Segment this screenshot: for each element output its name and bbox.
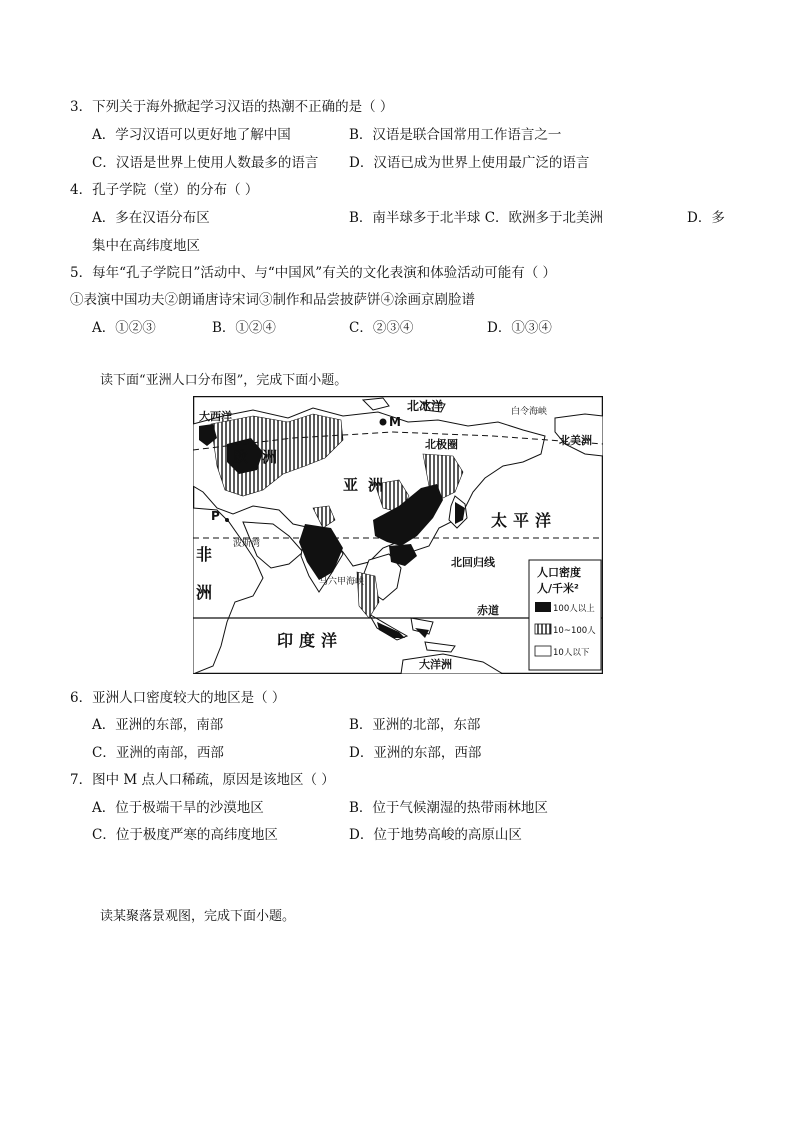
question-6-option-a[interactable]: A．亚洲的东部，南部 — [92, 717, 224, 733]
question-6-option-c[interactable]: C．亚洲的南部，西部 — [92, 745, 224, 761]
question-7-option-d[interactable]: D．位于地势高峻的高原山区 — [349, 827, 522, 843]
legend-swatch-low — [535, 646, 551, 656]
legend-unit: 人/千米² — [537, 582, 579, 595]
question-4-option-d[interactable]: D．多 — [687, 210, 725, 226]
question-5-option-b[interactable]: B．①②④ — [212, 320, 276, 336]
m-point-marker — [380, 419, 387, 426]
legend-item-high: 100人以上 — [553, 604, 595, 614]
question-7-option-b[interactable]: B．位于气候潮湿的热带雨林地区 — [349, 800, 548, 816]
question-5-stem: 5．每年“孔子学院日”活动中、与“中国风”有关的文化表演和体验活动可能有（ ） — [70, 265, 556, 281]
map-legend — [529, 560, 601, 670]
label-asia: 亚洲 — [343, 476, 394, 494]
legend-title: 人口密度 — [537, 566, 581, 579]
label-pacific: 太平洋 — [491, 511, 558, 530]
p-point-marker — [225, 518, 229, 522]
question-6-stem: 6．亚洲人口密度较大的地区是（ ） — [70, 690, 286, 706]
question-7-option-a[interactable]: A．位于极端干旱的沙漠地区 — [92, 800, 264, 816]
label-tropic: 北回归线 — [451, 556, 495, 569]
question-3-stem: 3．下列关于海外掀起学习汉语的热潮不正确的是（ ） — [70, 99, 394, 115]
question-4-option-bc[interactable]: B．南半球多于北半球 C．欧洲多于北美洲 — [349, 210, 604, 226]
label-indian-ocean: 印度洋 — [277, 631, 344, 650]
asia-population-map — [193, 396, 603, 674]
settlement-intro: 读某聚落景观图，完成下面小题。 — [100, 909, 296, 924]
legend-swatch-high — [535, 602, 551, 612]
label-bering: 白令海峡 — [511, 407, 548, 417]
question-3-option-b[interactable]: B．汉语是联合国常用工作语言之一 — [349, 127, 562, 143]
question-3-option-a[interactable]: A．学习汉语可以更好地了解中国 — [92, 127, 291, 143]
map-intro: 读下面“亚洲人口分布图”，完成下面小题。 — [100, 373, 348, 388]
label-atlantic: 大西洋 — [199, 410, 232, 423]
label-malacca: 马六甲海峡 — [319, 577, 365, 587]
question-6-option-d[interactable]: D．亚洲的东部，西部 — [349, 745, 482, 761]
question-5-option-d[interactable]: D．①③④ — [487, 320, 552, 336]
question-5-option-c[interactable]: C．②③④ — [349, 320, 414, 336]
question-6-option-b[interactable]: B．亚洲的北部，东部 — [349, 717, 481, 733]
legend-item-low: 10人以下 — [553, 648, 590, 658]
label-arctic-ocean: 北冰洋 — [407, 399, 444, 413]
label-persian-gulf: 波斯湾 — [233, 539, 261, 549]
question-7-stem: 7．图中 M 点人口稀疏，原因是该地区（ ） — [70, 772, 335, 788]
legend-item-medium: 10~100人 — [553, 626, 596, 636]
label-africa: 非洲 — [193, 546, 213, 622]
question-5-option-a[interactable]: A．①②③ — [92, 320, 156, 336]
question-4-option-a[interactable]: A．多在汉语分布区 — [92, 210, 210, 226]
label-arctic-circle: 北极圈 — [425, 438, 458, 451]
question-4-stem: 4．孔子学院（堂）的分布（ ） — [70, 182, 259, 198]
question-7-option-c[interactable]: C．位于极度严寒的高纬度地区 — [92, 827, 278, 843]
question-4-option-d-continuation: 集中在高纬度地区 — [92, 238, 200, 254]
label-europe: 欧洲 — [233, 448, 292, 466]
label-m-point: M — [389, 415, 401, 429]
label-p-point: P — [211, 509, 220, 523]
question-3-option-c[interactable]: C．汉语是世界上使用人数最多的语言 — [92, 155, 319, 171]
label-north-america: 北美洲 — [559, 434, 592, 447]
label-equator: 赤道 — [477, 604, 499, 617]
label-oceania: 大洋洲 — [419, 658, 452, 671]
legend-swatch-medium — [535, 624, 551, 634]
question-5-items: ①表演中国功夫②朗诵唐诗宋词③制作和品尝披萨饼④涂画京剧脸谱 — [70, 292, 475, 308]
question-3-option-d[interactable]: D．汉语已成为世界上使用最广泛的语言 — [349, 155, 590, 171]
